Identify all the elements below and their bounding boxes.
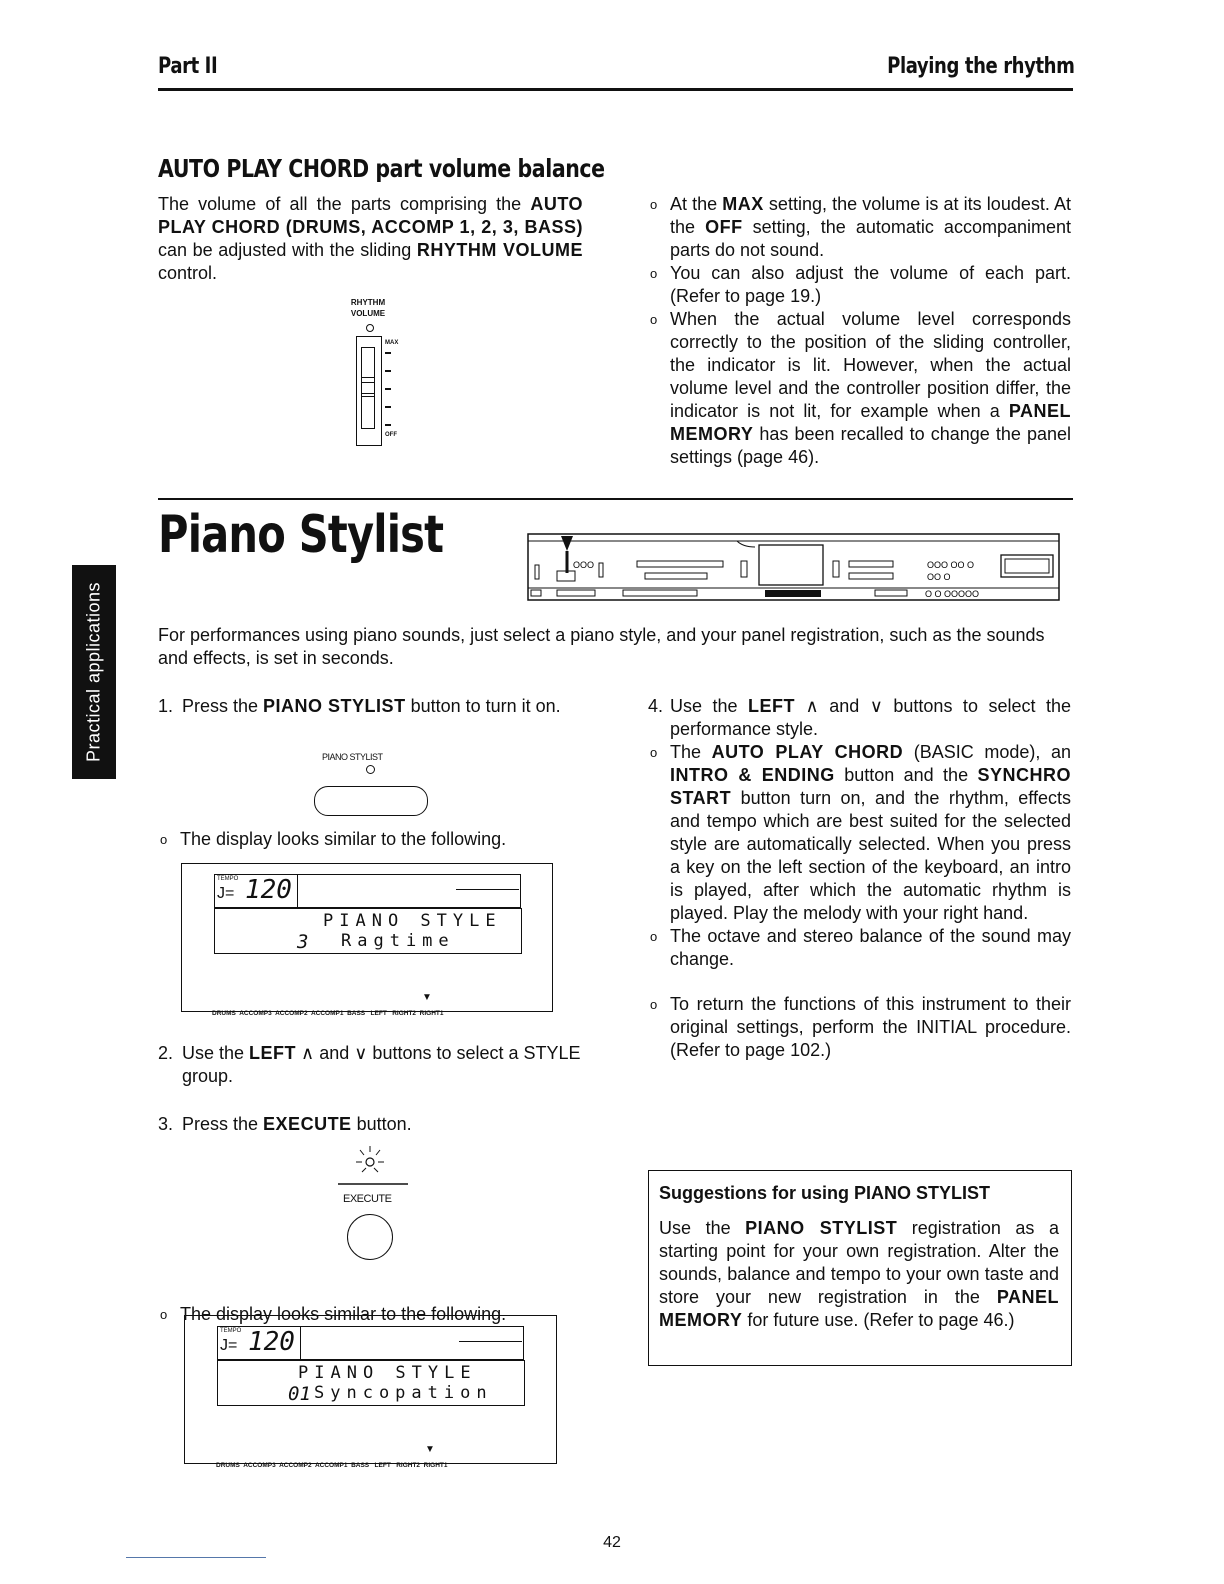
slider-label-rhythm: RHYTHM — [350, 298, 386, 307]
indicator-lamp — [366, 324, 374, 332]
svg-text:OO O: OO O — [927, 572, 951, 582]
step-1: 1. Press the PIANO STYLIST button to turn it on. — [158, 696, 561, 716]
part-label: Part II — [158, 54, 218, 79]
step-2: 2. Use the LEFT ∧ and ∨ buttons to select a STYLE group. — [158, 1043, 581, 1086]
chapter-title: Playing the rhythm — [886, 54, 1074, 79]
intro-bold-parts: AUTO PLAY CHORD (DRUMS, ACCOMP 1, 2, 3, BASS) — [158, 194, 583, 237]
tempo-box: TEMPO J= 120 — [217, 1326, 301, 1360]
step-3: 3. Press the EXECUTE button. — [158, 1114, 412, 1134]
display-2 — [184, 1315, 557, 1464]
style-box — [217, 1360, 525, 1406]
footer-line — [126, 1557, 266, 1558]
piano-stylist-button-label: PIANO STYLIST — [322, 752, 383, 762]
svg-text:OOO OO O: OOO OO O — [927, 560, 975, 570]
suggestion-box — [648, 1170, 1072, 1366]
intro-text: The volume of all the parts comprising the — [158, 194, 531, 214]
indicator-arrow: ▼ — [425, 1444, 435, 1455]
side-tab — [72, 565, 116, 779]
right-column — [648, 695, 1071, 1062]
intro-text: can be adjusted with the sliding — [158, 240, 417, 260]
style-name: Ragtime — [341, 931, 455, 951]
intro-text: control. — [158, 263, 218, 283]
bullet-adjust-each: o You can also adjust the volume of each part. (Refer to page 19.) — [648, 262, 1071, 308]
header-rule — [158, 88, 1073, 91]
piano-stylist-lamp — [366, 765, 375, 774]
suggestion-title: Suggestions for using PIANO STYLIST — [659, 1183, 991, 1203]
display-footer-2: DRUMS ACCOMP3 ACCOMP2 ACCOMP1 BASS LEFT RIGHT2 RIGHT1 — [216, 1462, 448, 1469]
intro-bold-control: RHYTHM VOLUME — [416, 240, 583, 260]
display-top-right — [296, 874, 521, 908]
volume-intro — [158, 193, 583, 285]
execute-lamp-lit — [338, 1142, 408, 1186]
bullet-auto-play: o The AUTO PLAY CHORD (BASIC mode), an INTRO & ENDING button and the SYNCHRO START button turn on, and the rhythm, effects and tempo which are best suited for the selected style are automatically selected. When you press a key on the left section of the keyboard, an intro is played, after which the automatic rhythm is played. Play the melody with your right hand. — [648, 741, 1071, 925]
section-title-piano-stylist: Piano Stylist — [158, 505, 444, 565]
step-4: 4. Use the LEFT ∧ and ∨ buttons to select the performance style. — [648, 696, 1071, 739]
rhythm-volume-slider[interactable] — [356, 336, 382, 446]
piano-stylist-intro: For performances using piano sounds, just select a piano style, and your panel registration, such as the sounds and effects, is set in seconds. — [158, 625, 1045, 668]
tempo-value: 120 — [248, 1327, 295, 1357]
piano-stylist-button[interactable] — [314, 786, 428, 816]
header-right-wrap — [674, 54, 1074, 79]
display-note-1: o The display looks similar to the following. — [158, 828, 580, 851]
display-line1: PIANO STYLE — [323, 911, 502, 931]
bullet-octave: o The octave and stereo balance of the sound may change. — [648, 925, 1071, 971]
style-name: Syncopation — [314, 1383, 493, 1403]
execute-button[interactable] — [347, 1214, 393, 1260]
section-rule — [158, 498, 1073, 500]
bullet-max-off: o At the MAX setting, the volume is at its loudest. At the OFF setting, the automatic accompaniment parts do not sound. — [648, 193, 1071, 262]
side-tab-label: Practical applications — [83, 581, 104, 763]
display-footer-1: DRUMS ACCOMP3 ACCOMP2 ACCOMP1 BASS LEFT RIGHT2 RIGHT1 — [212, 1010, 444, 1017]
style-box — [214, 908, 522, 954]
slider-scale — [385, 352, 391, 432]
tempo-value: 120 — [245, 875, 292, 905]
suggestion-text: Use the PIANO STYLIST registration as a starting point for your own registration. Alter the sounds, balance and tempo to your own taste and store your new registration in the PANEL MEMORY for future use. (Refer to page 46.) — [659, 1218, 1059, 1330]
slider-off-label: OFF — [385, 432, 397, 438]
section-title-volume-balance: AUTO PLAY CHORD part volume balance — [158, 154, 605, 183]
tempo-box: TEMPO J= 120 — [214, 874, 298, 908]
slider-max-label: MAX — [385, 340, 399, 346]
svg-text:OOO: OOO — [573, 560, 595, 570]
display-line1: PIANO STYLE — [298, 1363, 477, 1383]
display-top-right — [299, 1326, 524, 1360]
indicator-arrow: ▼ — [422, 992, 432, 1003]
svg-text:O O OOOOO: O O OOOOO — [925, 589, 980, 599]
style-number: 01 — [288, 1383, 311, 1405]
bullet-initial: o To return the functions of this instrument to their original settings, perform the INITIAL procedure. (Refer to page 102.) — [648, 993, 1071, 1062]
display-note-2: o The display looks similar to the following. — [158, 1303, 580, 1326]
display-1 — [181, 863, 553, 1012]
slider-label-volume: VOLUME — [350, 309, 386, 318]
style-number: 3 — [297, 931, 309, 953]
panel-illustration — [527, 533, 1061, 603]
bullet-indicator: o When the actual volume level corresponds correctly to the position of the sliding controller, the indicator is lit. However, when the actual volume level and the controller position differ, the indicator is not lit, for example when a PANEL MEMORY has been recalled to change the panel settings (page 46). — [648, 308, 1071, 469]
page-number: 42 — [603, 1534, 621, 1551]
volume-bullets — [648, 193, 1071, 469]
execute-label: EXECUTE — [343, 1193, 392, 1205]
